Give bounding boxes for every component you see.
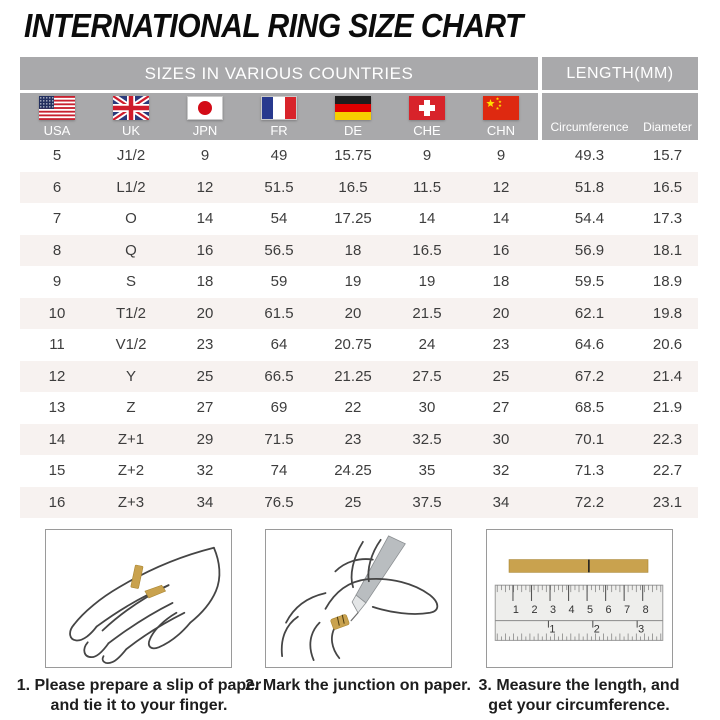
table-cell: 66.5 xyxy=(264,367,294,385)
table-cell: L1/2 xyxy=(116,178,146,196)
caption-line: 3. Measure the length, and xyxy=(478,677,680,694)
country-code-label: UK xyxy=(121,123,141,138)
table-cell: 15.7 xyxy=(652,147,683,165)
table-cell: 30 xyxy=(418,399,436,417)
table-cell: 20 xyxy=(196,304,214,322)
table-cell: 74 xyxy=(270,462,288,480)
ruler-cm-number: 8 xyxy=(642,603,649,616)
table-cell: 21.9 xyxy=(652,399,683,417)
table-cell: O xyxy=(125,210,137,228)
column-header-uk xyxy=(94,93,168,140)
hand-with-paper-illustration xyxy=(46,530,231,667)
column-header-che xyxy=(390,93,464,140)
table-cell: 21.25 xyxy=(334,367,372,385)
table-cell: Z+3 xyxy=(117,493,145,511)
table-cell: 20 xyxy=(492,304,510,322)
table-cell: 22.7 xyxy=(652,462,683,480)
diameter-column-header: Diameter xyxy=(643,120,692,134)
table-cell: 13 xyxy=(48,399,66,417)
table-cell: 34 xyxy=(492,493,510,511)
ruler-cm-number: 4 xyxy=(568,603,575,616)
instruction-step-2-box xyxy=(265,529,452,668)
page-title: INTERNATIONAL RING SIZE CHART xyxy=(24,8,523,45)
table-cell: 34 xyxy=(196,493,214,511)
table-cell: 76.5 xyxy=(264,493,294,511)
table-cell: 14 xyxy=(418,210,436,228)
ring-size-table xyxy=(20,57,698,140)
table-cell: 18.1 xyxy=(652,241,683,259)
country-code-label: CHN xyxy=(486,123,516,138)
table-cell: 16.5 xyxy=(338,178,368,196)
table-cell: 18 xyxy=(344,241,362,259)
table-cell: 23 xyxy=(492,336,510,354)
paper-band xyxy=(330,614,349,630)
table-cell: 18 xyxy=(196,273,214,291)
table-cell: 67.2 xyxy=(574,367,605,385)
circumference-column-header: Circumference xyxy=(550,120,629,134)
country-code-label: CHE xyxy=(413,123,441,138)
ruler-cm-number: 7 xyxy=(624,603,631,616)
table-cell: 70.1 xyxy=(574,430,605,448)
table-cell: 16.5 xyxy=(652,178,683,196)
table-cell: 49.3 xyxy=(574,147,605,165)
table-row xyxy=(20,361,698,393)
table-cell: 21.5 xyxy=(412,304,442,322)
table-column-header-row xyxy=(20,93,698,140)
table-cell: 51.8 xyxy=(574,178,605,196)
flags-row-countries xyxy=(20,93,538,140)
table-cell: 24.25 xyxy=(334,462,372,480)
table-cell: J1/2 xyxy=(116,147,146,165)
instruction-step-1-caption xyxy=(14,676,264,717)
table-cell: 68.5 xyxy=(574,399,605,417)
che-flag-icon xyxy=(409,96,445,120)
table-cell: 23 xyxy=(196,336,214,354)
table-cell: 14 xyxy=(492,210,510,228)
table-cell: 15.75 xyxy=(334,147,372,165)
pen-icon xyxy=(356,536,405,603)
table-cell: 62.1 xyxy=(574,304,605,322)
table-cell: 23 xyxy=(344,430,362,448)
table-cell: 17.25 xyxy=(334,210,372,228)
table-row xyxy=(20,424,698,456)
ruler-cm-number: 1 xyxy=(512,603,519,616)
table-cell: T1/2 xyxy=(115,304,146,322)
table-row xyxy=(20,455,698,487)
table-cell: 7 xyxy=(52,210,62,228)
ruler-inch-number: 1 xyxy=(549,623,556,636)
ruler-cm-number: 5 xyxy=(587,603,594,616)
ruler-inch-number: 3 xyxy=(638,623,645,636)
table-cell: 56.9 xyxy=(574,241,605,259)
table-cell: 16 xyxy=(48,493,66,511)
table-cell: 25 xyxy=(492,367,510,385)
table-cell: 19 xyxy=(418,273,436,291)
caption-line: get your circumference. xyxy=(488,697,670,715)
instruction-step-2-caption xyxy=(233,676,483,696)
table-cell: 54.4 xyxy=(574,210,605,228)
table-cell: 19 xyxy=(344,273,362,291)
table-cell: 32.5 xyxy=(412,430,442,448)
table-cell: 14 xyxy=(196,210,214,228)
table-cell: 37.5 xyxy=(412,493,442,511)
fr-flag-icon xyxy=(261,96,297,120)
uk-flag-icon xyxy=(113,96,149,120)
table-cell: 69 xyxy=(270,399,288,417)
instruction-step-3-box xyxy=(486,529,673,668)
table-cell: 9 xyxy=(200,147,210,165)
table-cell: 61.5 xyxy=(264,304,294,322)
table-group-header-row xyxy=(20,57,698,90)
column-header-jpn xyxy=(168,93,242,140)
table-cell: 71.5 xyxy=(264,430,294,448)
table-cell: 5 xyxy=(52,147,62,165)
table-cell: 56.5 xyxy=(264,241,294,259)
instruction-step-1-box xyxy=(45,529,232,668)
column-header-fr xyxy=(242,93,316,140)
ruler-cm-number: 2 xyxy=(531,603,538,616)
table-cell: 25 xyxy=(196,367,214,385)
table-cell: Z+2 xyxy=(117,462,145,480)
length-subheaders xyxy=(542,93,698,140)
table-row xyxy=(20,235,698,267)
table-row xyxy=(20,266,698,298)
table-cell: 20.6 xyxy=(652,336,683,354)
table-row xyxy=(20,392,698,424)
column-header-de xyxy=(316,93,390,140)
table-cell: 24 xyxy=(418,336,436,354)
caption-line: and tie it to your finger. xyxy=(50,697,228,715)
table-cell: 10 xyxy=(48,304,66,322)
table-cell: S xyxy=(125,273,136,291)
table-cell: 16 xyxy=(196,241,214,259)
ruler-cm-number: 6 xyxy=(605,603,612,616)
table-cell: Z xyxy=(126,399,136,417)
caption-line: 2. Mark the junction on paper. xyxy=(245,677,471,694)
table-cell: 8 xyxy=(52,241,62,259)
country-code-label: FR xyxy=(270,123,288,138)
table-cell: 20.75 xyxy=(334,336,372,354)
table-cell: 19.8 xyxy=(652,304,683,322)
table-cell: 15 xyxy=(48,462,66,480)
table-cell: 64.6 xyxy=(574,336,605,354)
table-cell: 49 xyxy=(270,147,288,165)
table-cell: 9 xyxy=(52,273,62,291)
table-cell: 22 xyxy=(344,399,362,417)
table-cell: 32 xyxy=(196,462,214,480)
ruler-inch-number: 2 xyxy=(593,623,600,636)
measuring-instructions xyxy=(0,529,720,720)
column-header-usa xyxy=(20,93,94,140)
table-cell: 27 xyxy=(492,399,510,417)
usa-flag-icon xyxy=(39,96,75,120)
table-cell: 12 xyxy=(196,178,214,196)
table-cell: Q xyxy=(125,241,137,259)
country-code-label: USA xyxy=(43,123,71,138)
paper-strip xyxy=(509,560,648,573)
group-header-sizes: SIZES IN VARIOUS COUNTRIES xyxy=(20,57,538,90)
table-cell: 16.5 xyxy=(412,241,442,259)
column-header-chn xyxy=(464,93,538,140)
table-cell: 27 xyxy=(196,399,214,417)
table-cell: 72.2 xyxy=(574,493,605,511)
table-cell: 16 xyxy=(492,241,510,259)
table-cell: 29 xyxy=(196,430,214,448)
caption-line: 1. Please prepare a slip of paper xyxy=(16,677,262,694)
ruler-cm-number: 3 xyxy=(549,603,557,616)
table-row xyxy=(20,298,698,330)
marking-with-pen-illustration xyxy=(266,530,451,667)
table-cell: 14 xyxy=(48,430,66,448)
table-cell: 12 xyxy=(48,367,66,385)
jpn-flag-icon xyxy=(187,96,223,120)
table-cell: V1/2 xyxy=(115,336,147,354)
table-row xyxy=(20,140,698,172)
table-cell: 9 xyxy=(496,147,506,165)
table-row xyxy=(20,329,698,361)
table-row xyxy=(20,203,698,235)
chn-flag-icon xyxy=(483,96,519,120)
country-code-label: JPN xyxy=(192,123,218,138)
table-row xyxy=(20,487,698,519)
table-cell: Z+1 xyxy=(117,430,145,448)
table-cell: 23.1 xyxy=(652,493,683,511)
table-cell: 25 xyxy=(344,493,362,511)
table-cell: 6 xyxy=(52,178,62,196)
table-cell: 17.3 xyxy=(652,210,683,228)
table-row xyxy=(20,172,698,204)
table-cell: 12 xyxy=(492,178,510,196)
table-cell: 64 xyxy=(270,336,288,354)
instruction-step-3-caption xyxy=(454,676,704,717)
table-cell: 30 xyxy=(492,430,510,448)
table-cell: 54 xyxy=(270,210,288,228)
table-cell: 27.5 xyxy=(412,367,442,385)
table-cell: 21.4 xyxy=(652,367,683,385)
ruler-measurement-illustration xyxy=(487,530,672,667)
table-body xyxy=(20,140,698,518)
table-cell: 9 xyxy=(422,147,432,165)
table-cell: 32 xyxy=(492,462,510,480)
table-cell: 22.3 xyxy=(652,430,683,448)
table-cell: 18.9 xyxy=(652,273,683,291)
group-header-length: LENGTH(MM) xyxy=(542,57,698,90)
table-cell: 71.3 xyxy=(574,462,605,480)
table-cell: 18 xyxy=(492,273,510,291)
table-cell: 20 xyxy=(344,304,362,322)
table-cell: 59.5 xyxy=(574,273,605,291)
de-flag-icon xyxy=(335,96,371,120)
paper-strip xyxy=(131,565,143,589)
paper-strip-end xyxy=(145,585,166,598)
table-cell: 11 xyxy=(49,336,65,354)
country-code-label: DE xyxy=(343,123,363,138)
table-cell: Y xyxy=(125,367,136,385)
table-cell: 11.5 xyxy=(412,178,442,196)
table-cell: 35 xyxy=(418,462,436,480)
table-cell: 59 xyxy=(270,273,288,291)
table-cell: 51.5 xyxy=(264,178,294,196)
